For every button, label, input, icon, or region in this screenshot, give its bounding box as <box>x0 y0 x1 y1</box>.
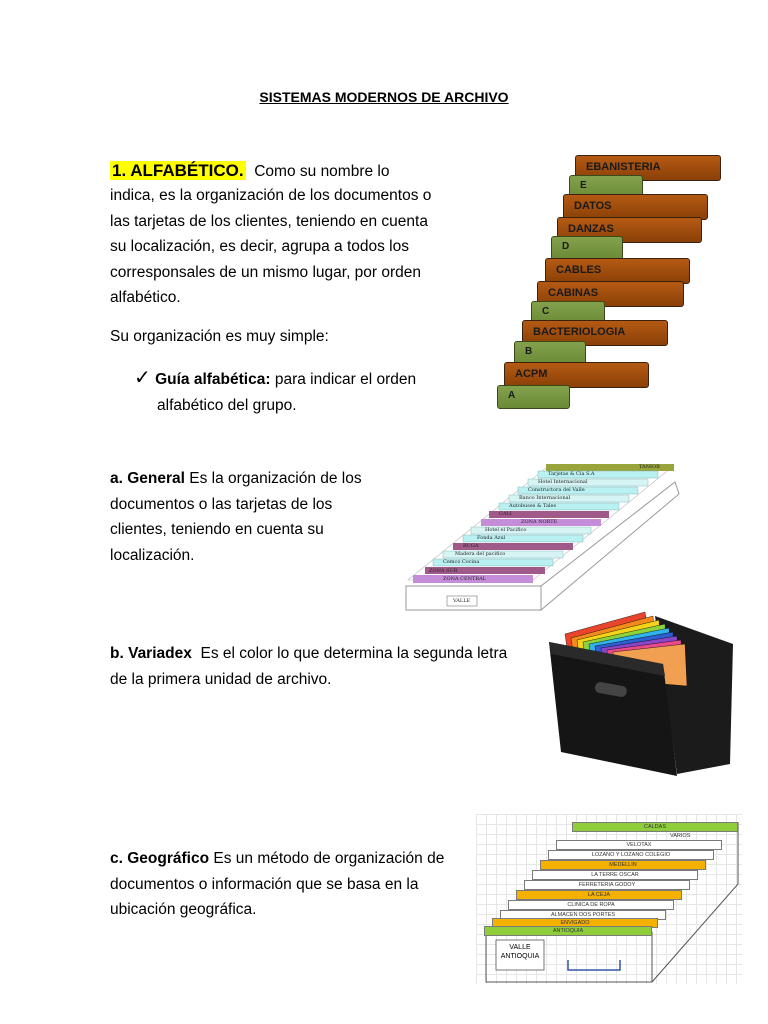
general-tab-label: Tarjetas & Cia S.A <box>548 471 595 477</box>
geografico-line: Es un método de organización de <box>213 850 445 867</box>
tab-cables: CABLES <box>545 258 690 284</box>
general-line: localización. <box>110 546 195 564</box>
variadex-label: b. Variadex <box>110 645 192 662</box>
accordion-folder-image <box>545 604 735 779</box>
geografico-label: c. Geográfico <box>110 850 210 867</box>
paragraph-line: alfabético. <box>110 289 181 306</box>
general-line: clientes, teniendo en cuenta su <box>110 521 324 538</box>
geo-tab-almacen: ALMACEN DOS PORTES <box>500 910 666 920</box>
general-tab-label: VALLE <box>453 598 471 604</box>
general-tab-label: TANIOB <box>639 464 660 470</box>
alfabetico-heading: 1. ALFABÉTICO. <box>112 161 244 180</box>
geografico-line: documentos o información que se basa en la <box>110 875 419 893</box>
geo-card-antioquia: ANTIOQUIA <box>500 953 540 960</box>
general-tab-label: ZONA NORTE <box>521 519 558 525</box>
general-tab-label: Banco Internacional <box>519 495 571 501</box>
geo-card <box>496 943 544 961</box>
geo-tab-la-ceja: LA CEJA <box>516 890 682 900</box>
general-tab-label: Fonda Azul <box>477 535 506 541</box>
general-label: a. General <box>110 470 185 487</box>
guia-text-continued: alfabético del grupo. <box>157 397 297 414</box>
geo-tab-antioquia: ANTIOQUIA <box>484 926 652 936</box>
geo-tab-clinica: CLINICA DE ROPA <box>508 900 674 910</box>
paragraph-line: las tarjetas de los clientes, teniendo en cuenta <box>110 212 428 230</box>
variadex-line: Es el color lo que determina la segunda letra <box>200 645 508 662</box>
variadex-line: de la primera unidad de archivo. <box>110 670 332 688</box>
general-tab-label: ZONA SUR <box>429 568 458 574</box>
geo-tab-terre-oscar: LA TERRE OSCAR <box>532 870 698 880</box>
geographic-file-figure <box>476 814 742 984</box>
geografico-section <box>110 846 444 923</box>
general-section <box>110 466 362 568</box>
paragraph-line: su localización, es decir, agrupa a todos los <box>110 238 409 255</box>
alfabetico-intro <box>110 158 390 185</box>
geo-card-valle: VALLE <box>509 944 531 951</box>
page-title: SISTEMAS MODERNOS DE ARCHIVO <box>259 89 509 105</box>
general-tab-label: BUGA <box>463 543 479 549</box>
geo-tab-envigado: ENVIGADO <box>492 918 658 928</box>
tab-danzas: DANZAS <box>557 217 702 243</box>
general-tab-label: Constructora del Valle <box>528 487 585 493</box>
general-line: documentos o las tarjetas de los <box>110 495 333 513</box>
general-tab-label: Madera del pacifico <box>455 551 506 557</box>
tab-d: D <box>551 236 623 260</box>
alfabetico-paragraph <box>110 183 431 311</box>
paragraph-line: indica, es la organización de los documentos o <box>110 187 432 204</box>
guia-label: Guía alfabética: <box>155 371 271 388</box>
tab-cabinas: CABINAS <box>537 281 684 307</box>
simple-organization-text: Su organización es muy simple: <box>110 328 329 345</box>
general-tab-label: Hotel el Pacifico <box>485 527 527 533</box>
general-file-figure <box>403 460 683 612</box>
check-icon: ✓ <box>134 367 151 389</box>
variadex-section <box>110 641 507 692</box>
accordion-folder-figure <box>545 604 735 779</box>
general-tab-label: Hotel Internacional <box>538 479 588 485</box>
tab-bacteriologia: BACTERIOLOGIA <box>522 320 668 346</box>
geo-tab-caldas: CALDAS <box>572 822 738 832</box>
paragraph-line: corresponsales de un mismo lugar, por orden <box>110 263 422 281</box>
geografico-line: ubicación geográfica. <box>110 901 257 918</box>
alfabetico-lead: Como su nombre lo <box>254 163 390 180</box>
general-tab-label: Cemco Cocina <box>443 559 480 565</box>
geo-tab-lozano: LOZANO Y LOZANO COLEGIO <box>548 850 714 860</box>
guia-text: para indicar el orden <box>274 371 417 388</box>
tab-acpm: ACPM <box>504 362 649 388</box>
tab-a: A <box>497 385 570 409</box>
geo-tab-medellin: MEDELLIN <box>540 860 706 870</box>
tab-e: E <box>569 175 643 199</box>
geo-tab-velotax: VELOTAX <box>556 840 722 850</box>
general-line: Es la organización de los <box>189 470 362 487</box>
tab-ebanisteria: EBANISTERIA <box>575 155 721 181</box>
alphabetic-tabs-figure <box>490 150 730 415</box>
geo-tab-ferreteria: FERRETERIA GODOY <box>524 880 690 890</box>
general-tab-label: Autobuses & Tales <box>509 503 557 509</box>
tab-datos: DATOS <box>563 194 708 220</box>
tab-c: C <box>531 301 605 325</box>
general-tab-label: ZONA CENTRAL <box>443 576 487 582</box>
guia-item <box>134 366 416 393</box>
general-tab-label: CALI <box>499 511 512 517</box>
tab-b: B <box>514 341 586 365</box>
geo-tab-varios: VARIOS <box>670 833 691 839</box>
